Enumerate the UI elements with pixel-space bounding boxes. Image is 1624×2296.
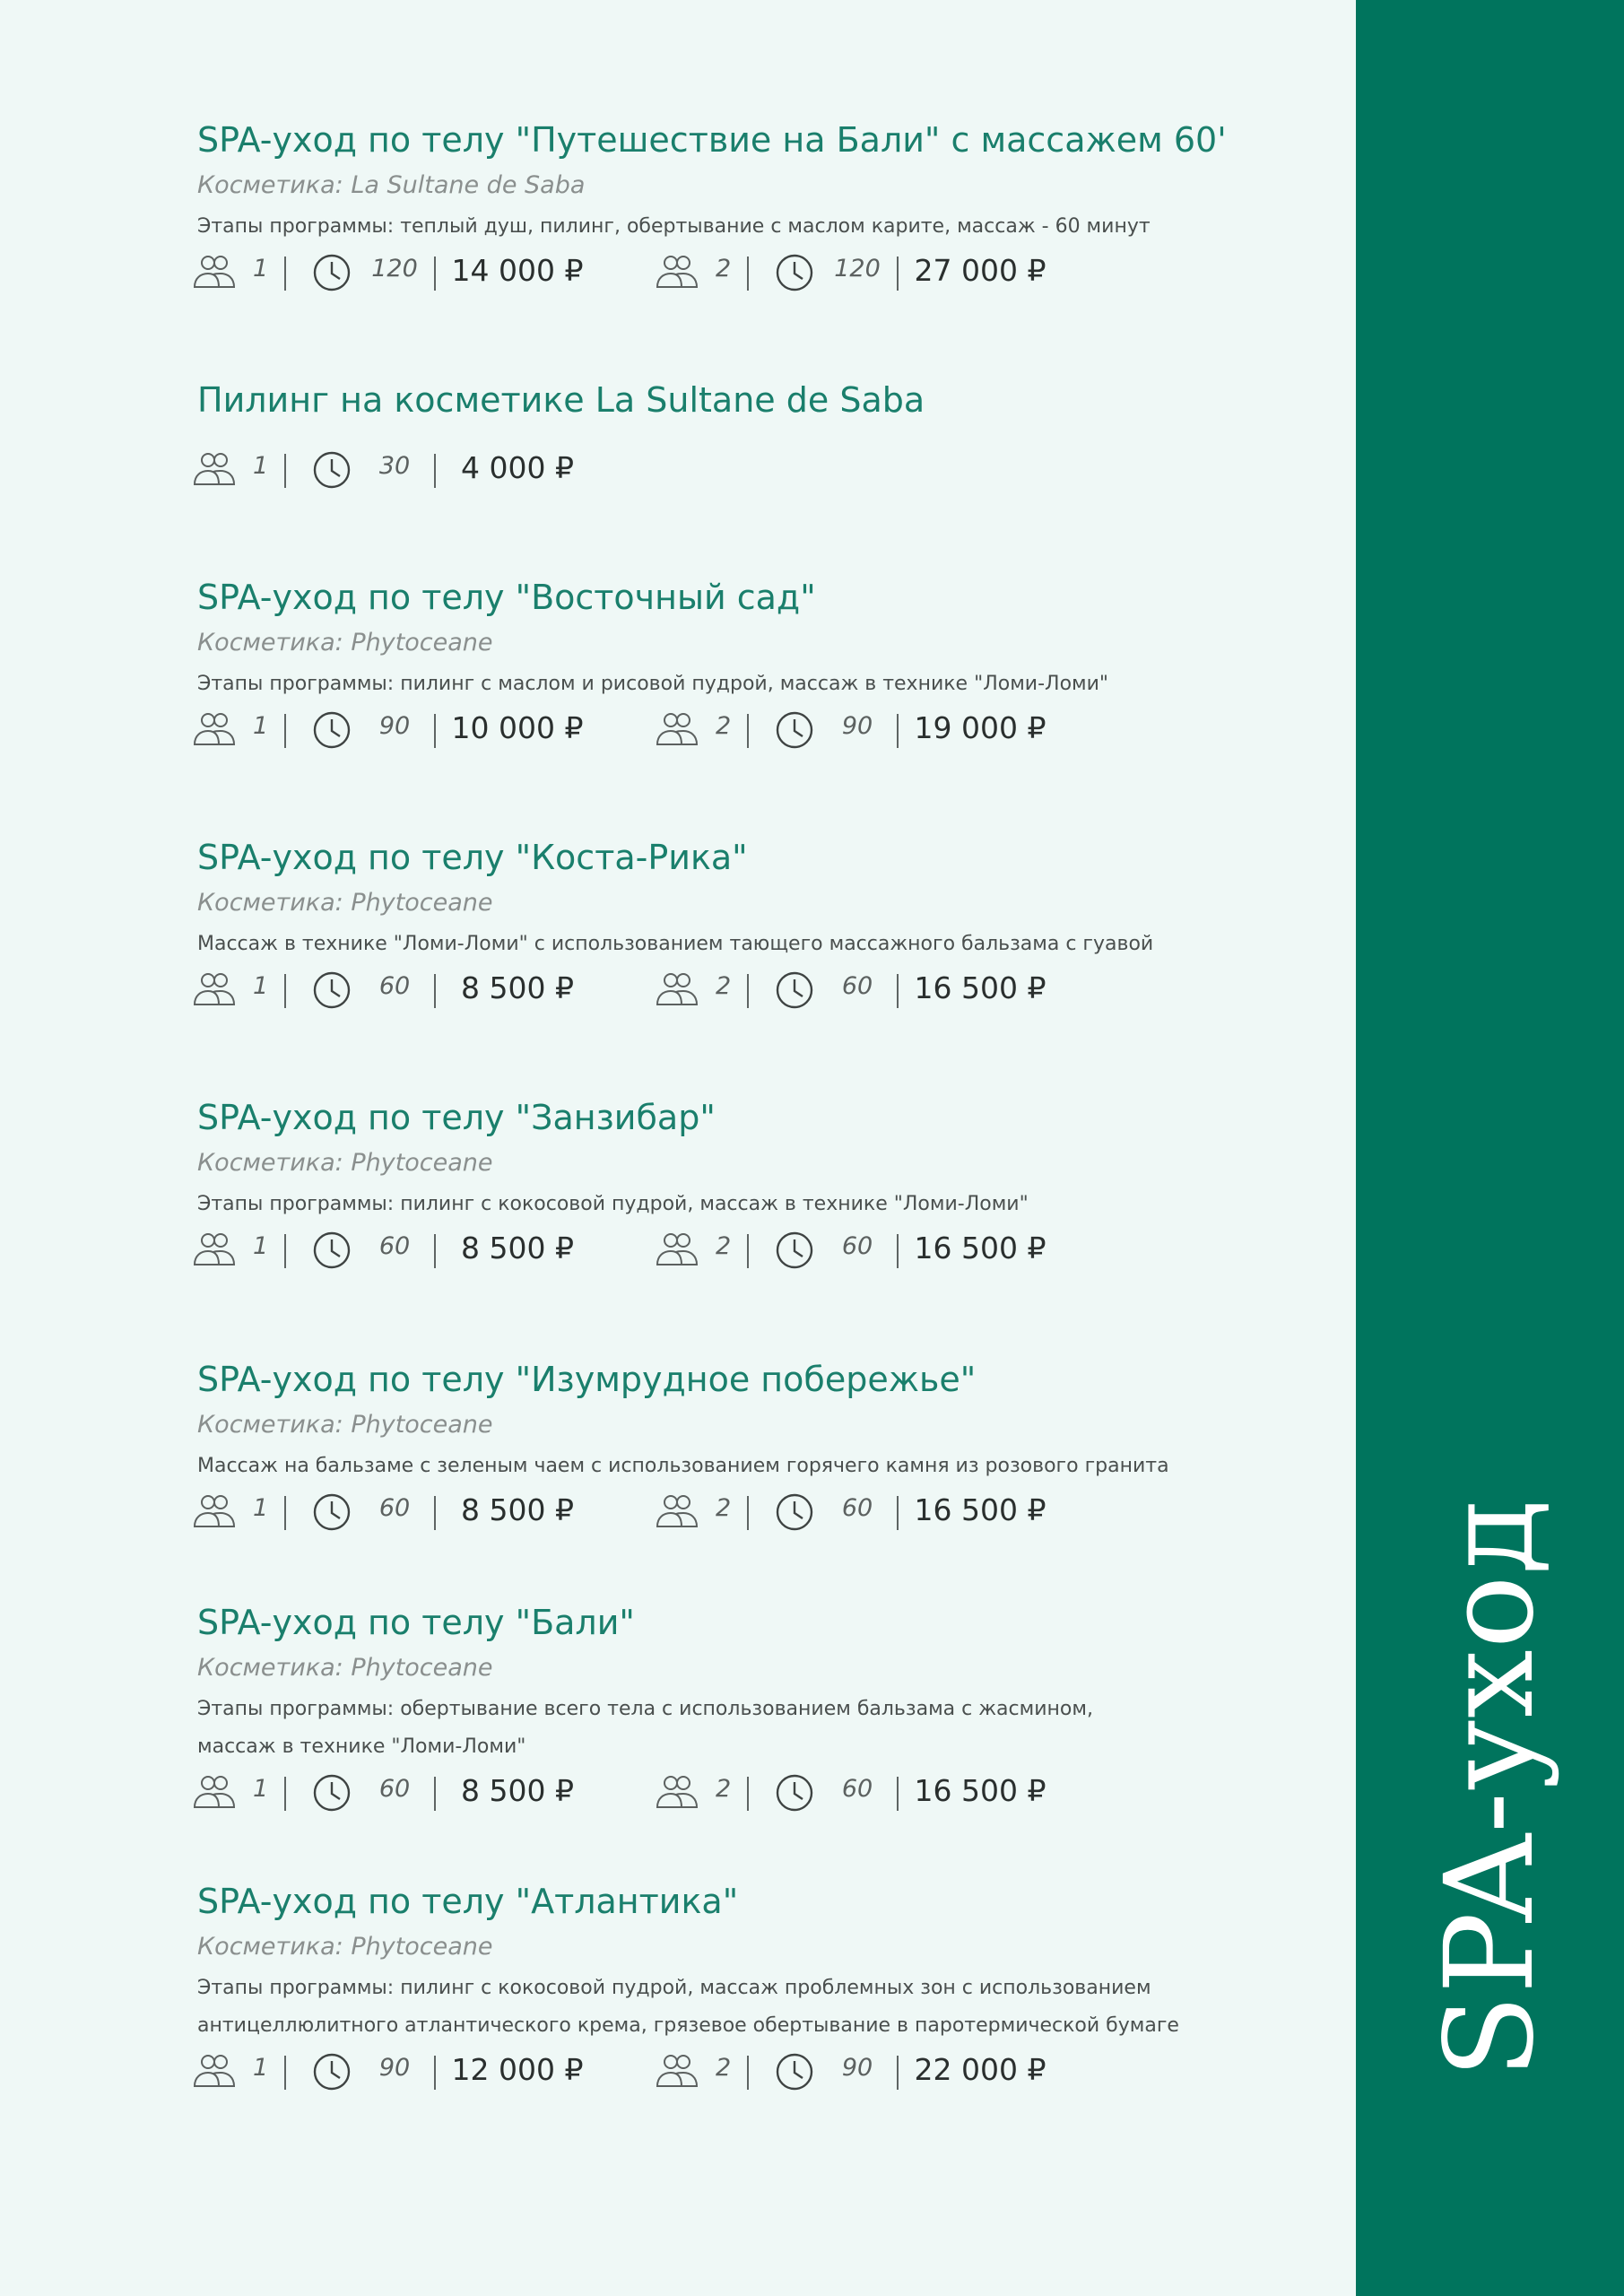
divider [897,714,899,748]
price-row [197,448,1184,493]
price-value: 22 000 ₽ [914,2052,1046,2087]
divider [434,1234,436,1268]
persons-count: 2 [716,255,732,283]
persons-count: 1 [253,712,269,740]
clock-icon [775,970,814,1013]
divider [897,1777,899,1811]
duration-minutes: 60 [841,972,873,1000]
service-item [197,834,1273,1005]
two-persons-icon [655,970,699,1012]
service-description: массаж в технике "Ломи-Ломи" [197,1735,526,1758]
two-persons-icon [655,710,699,752]
service-title: SPA-уход по телу "Коста-Рика" [197,838,748,877]
price-row [197,1771,1184,1816]
divider [284,974,286,1008]
divider [747,714,749,748]
divider [897,2056,899,2090]
price-row [197,1491,1184,1535]
two-persons-icon [192,1773,237,1814]
duration-minutes: 60 [841,1232,873,1260]
service-item [197,1878,1273,2087]
price-value: 14 000 ₽ [451,253,584,288]
price-value: 12 000 ₽ [451,2052,584,2087]
service-cosmetics: Косметика: Phytoceane [197,1654,493,1682]
price-value: 16 500 ₽ [914,1773,1046,1808]
divider [747,1777,749,1811]
service-cosmetics: Косметика: Phytoceane [197,1933,493,1961]
persons-count: 2 [716,712,732,740]
divider [284,1234,286,1268]
price-row [197,969,1184,1013]
divider [434,1777,436,1811]
clock-icon [775,253,814,296]
price-value: 27 000 ₽ [914,253,1046,288]
price-value: 8 500 ₽ [461,1231,574,1265]
clock-icon [312,1773,352,1816]
persons-count: 1 [253,2054,269,2082]
price-value: 16 500 ₽ [914,1231,1046,1265]
two-persons-icon [655,1773,699,1814]
price-row [197,251,1184,296]
two-persons-icon [192,450,237,491]
divider [434,257,436,291]
divider [284,257,286,291]
duration-minutes: 60 [378,1775,411,1803]
service-cosmetics: Косметика: Phytoceane [197,889,493,917]
price-row [197,1229,1184,1274]
divider [747,2056,749,2090]
divider [434,2056,436,2090]
persons-count: 1 [253,1232,269,1260]
duration-minutes: 30 [378,452,411,480]
price-value: 8 500 ₽ [461,1773,574,1808]
price-value: 4 000 ₽ [461,450,574,485]
service-item [197,574,1273,745]
divider [434,1496,436,1530]
service-description: Этапы программы: пилинг с кокосовой пудрой, массаж в технике "Ломи-Ломи" [197,1193,1029,1215]
divider [747,257,749,291]
clock-icon [312,710,352,753]
service-description: Этапы программы: пилинг с маслом и рисовой пудрой, массаж в технике "Ломи-Ломи" [197,673,1109,695]
price-value: 16 500 ₽ [914,970,1046,1005]
service-item [197,377,1273,485]
clock-icon [312,253,352,296]
clock-icon [775,1492,814,1535]
duration-minutes: 60 [378,972,411,1000]
price-value: 19 000 ₽ [914,710,1046,745]
section-title: SPA-уход [1419,1498,1561,2079]
duration-minutes: 90 [841,2054,873,2082]
clock-icon [775,1773,814,1816]
service-item [197,117,1273,288]
clock-icon [312,1492,352,1535]
duration-minutes: 120 [371,255,418,283]
service-description: антицеллюлитного атлантического крема, грязевое обертывание в паротермической бумаге [197,2014,1179,2037]
service-description: Массаж в технике "Ломи-Ломи" с использованием тающего массажного бальзама с гуавой [197,933,1154,955]
clock-icon [775,2052,814,2095]
divider [284,714,286,748]
service-description: Этапы программы: пилинг с кокосовой пудрой, массаж проблемных зон с использованием [197,1977,1151,1999]
price-value: 16 500 ₽ [914,1492,1046,1527]
clock-icon [312,450,352,493]
persons-count: 1 [253,1775,269,1803]
two-persons-icon [655,1231,699,1272]
service-cosmetics: Косметика: Phytoceane [197,1149,493,1177]
clock-icon [775,1231,814,1274]
price-value: 8 500 ₽ [461,970,574,1005]
divider [284,1777,286,1811]
price-row [197,709,1184,753]
service-item [197,1599,1273,1808]
persons-count: 1 [253,255,269,283]
two-persons-icon [192,253,237,294]
price-value: 10 000 ₽ [451,710,584,745]
divider [434,714,436,748]
two-persons-icon [655,253,699,294]
service-description: Массаж на бальзаме с зеленым чаем с использованием горячего камня из розового гранита [197,1455,1169,1477]
divider [897,974,899,1008]
divider [897,1234,899,1268]
service-title: SPA-уход по телу "Атлантика" [197,1882,739,1921]
divider [747,974,749,1008]
clock-icon [312,1231,352,1274]
divider [747,1234,749,1268]
two-persons-icon [192,2052,237,2093]
persons-count: 2 [716,972,732,1000]
duration-minutes: 90 [378,2054,411,2082]
divider [434,974,436,1008]
service-description: Этапы программы: теплый душ, пилинг, обертывание с маслом карите, массаж - 60 минут [197,215,1151,238]
divider [284,2056,286,2090]
duration-minutes: 60 [841,1775,873,1803]
divider [747,1496,749,1530]
duration-minutes: 90 [378,712,411,740]
divider [897,257,899,291]
service-cosmetics: Косметика: La Sultane de Saba [197,171,586,199]
persons-count: 2 [716,1494,732,1522]
service-item [197,1356,1273,1527]
divider [434,454,436,488]
two-persons-icon [192,710,237,752]
clock-icon [775,710,814,753]
service-cosmetics: Косметика: Phytoceane [197,629,493,657]
price-value: 8 500 ₽ [461,1492,574,1527]
duration-minutes: 60 [378,1494,411,1522]
two-persons-icon [655,2052,699,2093]
clock-icon [312,970,352,1013]
service-title: SPA-уход по телу "Бали" [197,1603,635,1642]
service-description: Этапы программы: обертывание всего тела с использованием бальзама с жасмином, [197,1698,1093,1720]
divider [284,1496,286,1530]
two-persons-icon [192,1231,237,1272]
divider [897,1496,899,1530]
persons-count: 1 [253,1494,269,1522]
persons-count: 2 [716,2054,732,2082]
duration-minutes: 120 [834,255,881,283]
persons-count: 2 [716,1775,732,1803]
two-persons-icon [655,1492,699,1534]
duration-minutes: 90 [841,712,873,740]
service-item [197,1094,1273,1265]
duration-minutes: 60 [841,1494,873,1522]
service-title: SPA-уход по телу "Восточный сад" [197,578,816,617]
price-row [197,2050,1184,2095]
service-cosmetics: Косметика: Phytoceane [197,1411,493,1439]
clock-icon [312,2052,352,2095]
duration-minutes: 60 [378,1232,411,1260]
service-title: SPA-уход по телу "Изумрудное побережье" [197,1360,977,1399]
persons-count: 2 [716,1232,732,1260]
persons-count: 1 [253,972,269,1000]
service-title: SPA-уход по телу "Занзибар" [197,1098,716,1137]
sidebar-panel [1356,0,1624,2296]
service-title: Пилинг на косметике La Sultane de Saba [197,380,925,420]
two-persons-icon [192,1492,237,1534]
service-title: SPA-уход по телу "Путешествие на Бали" с массажем 60' [197,120,1227,160]
two-persons-icon [192,970,237,1012]
divider [284,454,286,488]
persons-count: 1 [253,452,269,480]
